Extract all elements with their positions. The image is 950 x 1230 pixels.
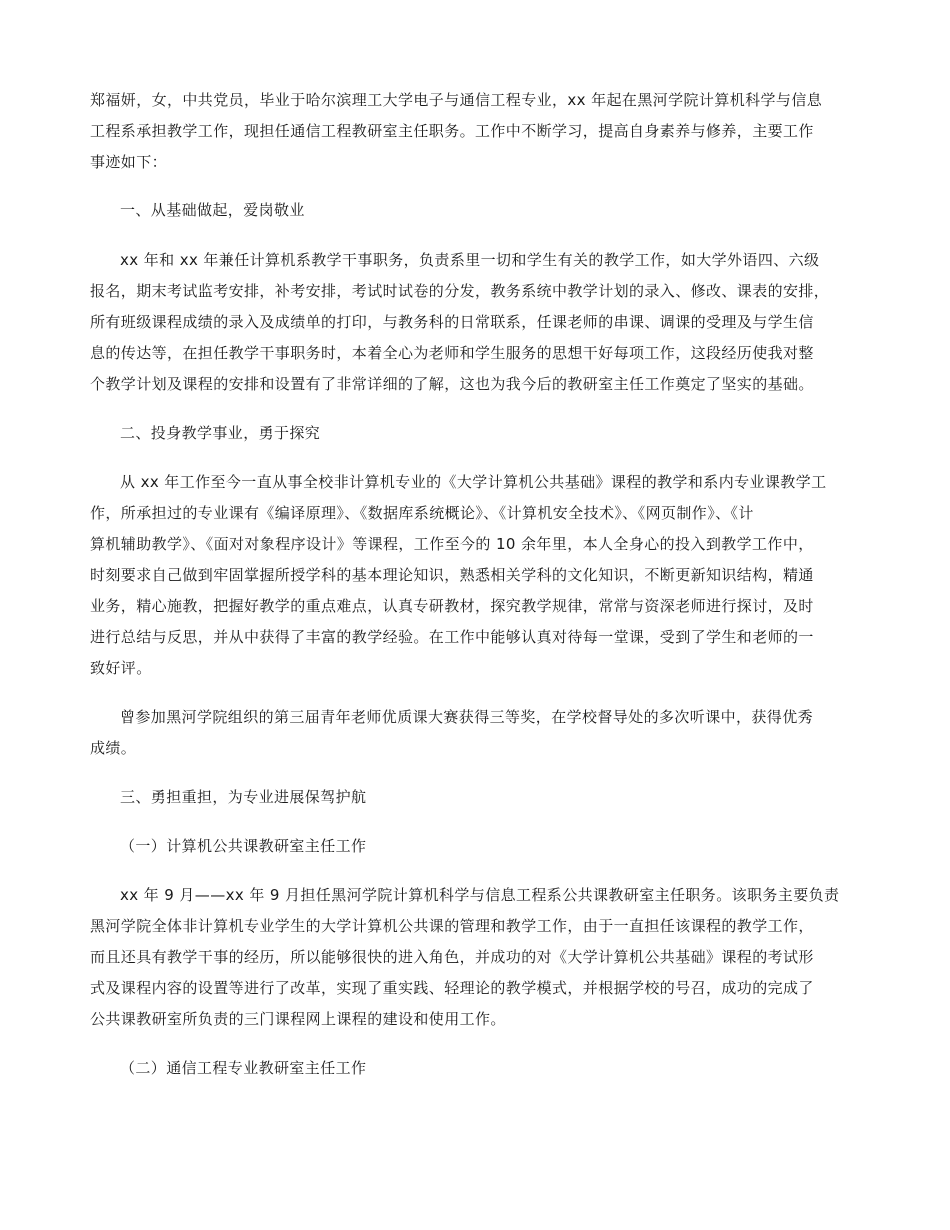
- paragraph-line: 曾参加黑河学院组织的第三届青年老师优质课大赛获得三等奖，在学校督导处的多次听课中，获得优秀: [120, 708, 814, 726]
- section-heading-2: 二、投身教学事业，勇于探究: [120, 424, 321, 442]
- paragraph-line: 式及课程内容的设置等进行了改革，实现了重实践、轻理论的教学模式，并根据学校的号召，成功的完成了: [90, 979, 814, 997]
- intro-line: 事迹如下：: [90, 153, 168, 171]
- section-heading-1: 一、从基础做起，爱岗敬业: [120, 201, 305, 219]
- paragraph-line: 所有班级课程成绩的录入及成绩单的打印，与教务科的日常联系，任课老师的串课、调课的受理及与学生信: [90, 313, 814, 331]
- subsection-heading-1: （一）计算机公共课教研室主任工作: [120, 837, 367, 855]
- paragraph-line: 成绩。: [90, 739, 137, 757]
- paragraph-line: xx 年 9 月——xx 年 9 月担任黑河学院计算机科学与信息工程系公共课教研室主任职务。该职务主要负责: [120, 886, 840, 904]
- paragraph-line: 息的传达等，在担任教学干事职务时，本着全心为老师和学生服务的思想干好每项工作，这段经历使我对整: [90, 344, 814, 362]
- paragraph-line: 而且还具有教学干事的经历，所以能够很快的进入角色，并成功的对《大学计算机公共基础》课程的考试形: [90, 948, 814, 966]
- paragraph-line: 个教学计划及课程的安排和设置有了非常详细的了解，这也为我今后的教研室主任工作奠定了坚实的基础。: [90, 375, 814, 393]
- intro-line: 工程系承担教学工作，现担任通信工程教研室主任职务。工作中不断学习，提高自身素养与修养，主要工作: [90, 122, 814, 140]
- subsection-heading-2: （二）通信工程专业教研室主任工作: [120, 1059, 367, 1077]
- paragraph-line: 从 xx 年工作至今一直从事全校非计算机专业的《大学计算机公共基础》课程的教学和系内专业课教学工: [120, 473, 827, 491]
- paragraph-line: 致好评。: [90, 659, 152, 677]
- intro-line: 郑福妍，女，中共党员，毕业于哈尔滨理工大学电子与通信工程专业，xx 年起在黑河学院计算机科学与信息: [90, 91, 823, 109]
- paragraph-line: 公共课教研室所负责的三门课程网上课程的建设和使用工作。: [90, 1010, 506, 1028]
- paragraph-line: 作，所承担过的专业课有《编译原理》、《数据库系统概论》、《计算机安全技术》、《网页制作》、《计: [90, 504, 754, 522]
- paragraph-line: 黑河学院全体非计算机专业学生的大学计算机公共课的管理和教学工作，由于一直担任该课程的教学工作，: [90, 917, 814, 935]
- paragraph-line: xx 年和 xx 年兼任计算机系教学干事职务，负责系里一切和学生有关的教学工作，如大学外语四、六级: [120, 251, 820, 269]
- paragraph-line: 算机辅助教学》、《面对对象程序设计》等课程，工作至今的 10 余年里，本人全身心的投入到教学工作中，: [90, 535, 814, 553]
- paragraph-line: 业务，精心施教，把握好教学的重点难点，认真专研教材，探究教学规律，常常与资深老师进行探讨，及时: [90, 597, 814, 615]
- paragraph-line: 时刻要求自己做到牢固掌握所授学科的基本理论知识，熟悉相关学科的文化知识，不断更新知识结构，精通: [90, 566, 814, 584]
- section-heading-3: 三、勇担重担，为专业进展保驾护航: [120, 788, 367, 806]
- paragraph-line: 报名，期末考试监考安排，补考安排，考试时试卷的分发，教务系统中教学计划的录入、修改、课表的安排，: [90, 282, 830, 300]
- paragraph-line: 进行总结与反思，并从中获得了丰富的教学经验。在工作中能够认真对待每一堂课，受到了学生和老师的一: [90, 628, 814, 646]
